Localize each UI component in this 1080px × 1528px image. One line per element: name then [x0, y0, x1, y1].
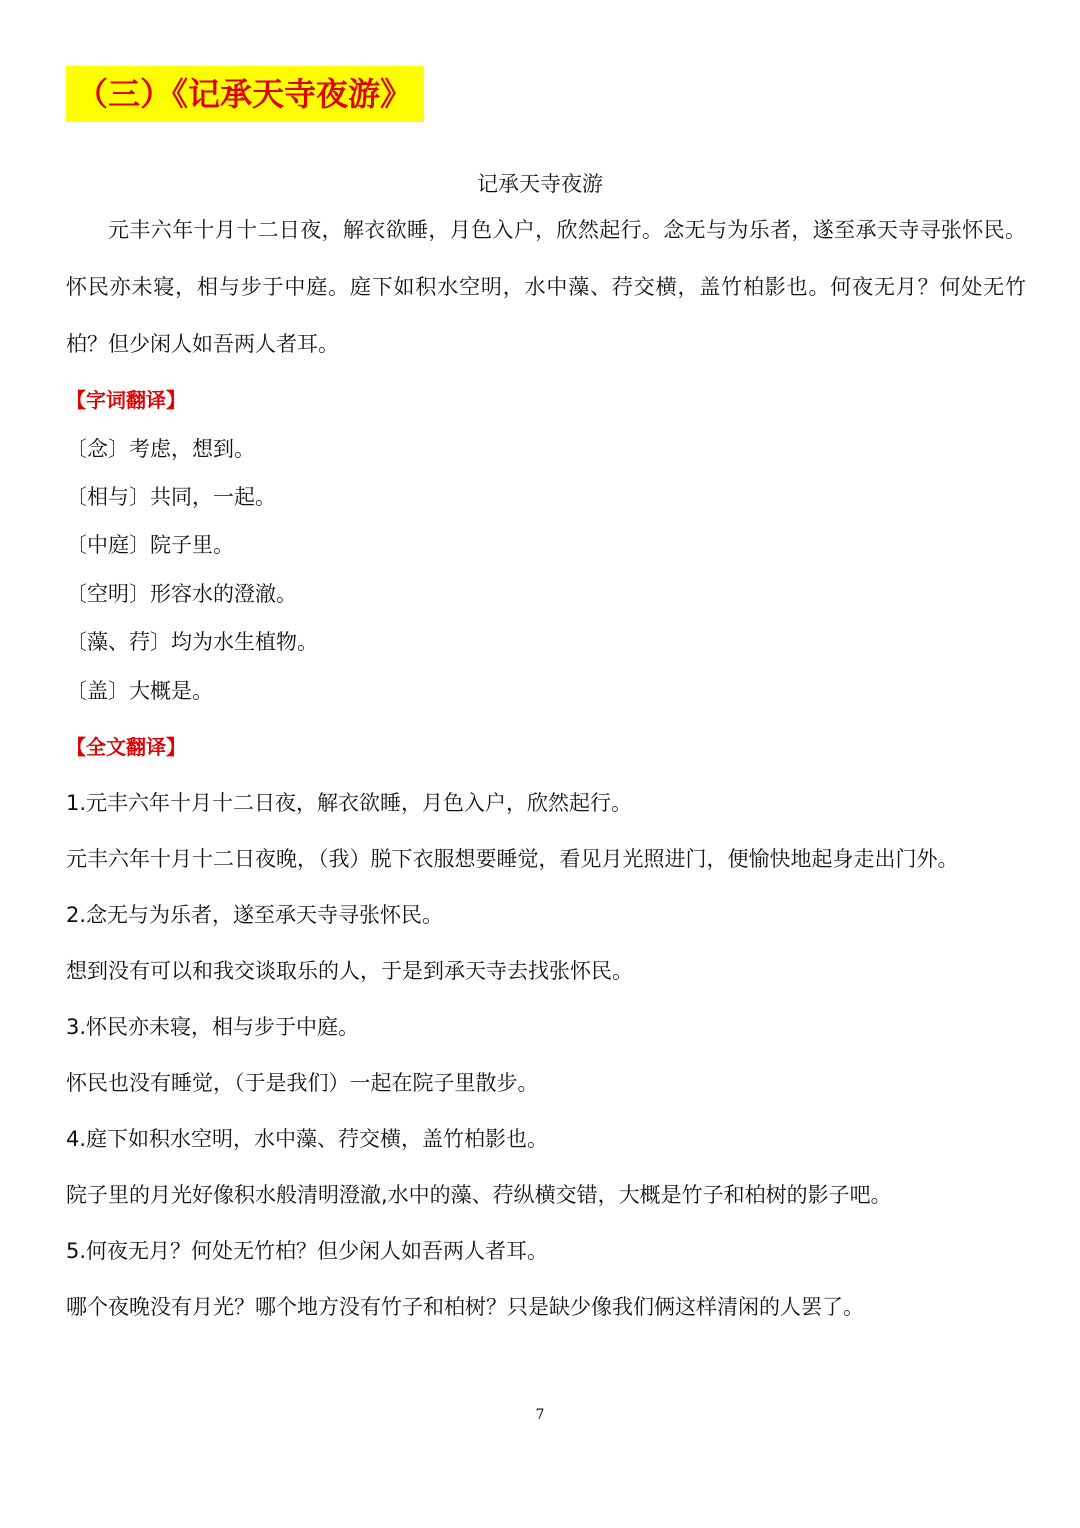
vocab-item: 〔空明〕形容水的澄澈。: [66, 582, 297, 606]
translation-modern-2: 想到没有可以和我交谈取乐的人，于是到承天寺去找张怀民。: [66, 959, 633, 983]
translation-modern-1: 元丰六年十月十二日夜晚，（我）脱下衣服想要睡觉，看见月光照进门，便愉快地起身走出门外。: [66, 847, 959, 871]
translation-original-1: 1.元丰六年十月十二日夜，解衣欲睡，月色入户，欣然起行。: [66, 791, 633, 815]
original-text: 元丰六年十月十二日夜，解衣欲睡，月色入户，欣然起行。念无与为乐者，遂至承天寺寻张怀民。怀民亦未寝，相与步于中庭。庭下如积水空明，水中藻、荇交横，盖竹柏影也。何夜无月？何处无竹柏？但少闲人如吾两人者耳。: [66, 218, 1026, 356]
translation-original-5: 5.何夜无月？何处无竹柏？但少闲人如吾两人者耳。: [66, 1239, 549, 1263]
translation-original-3: 3.怀民亦未寝，相与步于中庭。: [66, 1015, 360, 1039]
text-title: 记承天寺夜游: [477, 172, 603, 196]
translation-heading: 【全文翻译】: [66, 735, 186, 759]
translation-original-2: 2.念无与为乐者，遂至承天寺寻张怀民。: [66, 903, 444, 927]
section-title: （三）《记承天寺夜游》: [76, 75, 413, 113]
translation-modern-4: 院子里的月光好像积水般清明澄澈,水中的藻、荇纵横交错，大概是竹子和柏树的影子吧。: [66, 1183, 892, 1207]
page-number: 7: [535, 1407, 545, 1423]
translation-modern-3: 怀民也没有睡觉，（于是我们）一起在院子里散步。: [66, 1071, 539, 1095]
translation-original-4: 4.庭下如积水空明，水中藻、荇交横，盖竹柏影也。: [66, 1127, 549, 1151]
vocab-item: 〔相与〕共同，一起。: [66, 485, 276, 509]
vocab-item: 〔藻、荇〕均为水生植物。: [66, 630, 318, 654]
vocab-item: 〔中庭〕院子里。: [66, 533, 234, 557]
vocab-item: 〔盖〕大概是。: [66, 679, 213, 703]
vocab-item: 〔念〕考虑，想到。: [66, 437, 255, 461]
translation-modern-5: 哪个夜晚没有月光？哪个地方没有竹子和柏树？只是缺少像我们俩这样清闲的人罢了。: [66, 1295, 864, 1319]
vocab-heading: 【字词翻译】: [66, 388, 186, 412]
